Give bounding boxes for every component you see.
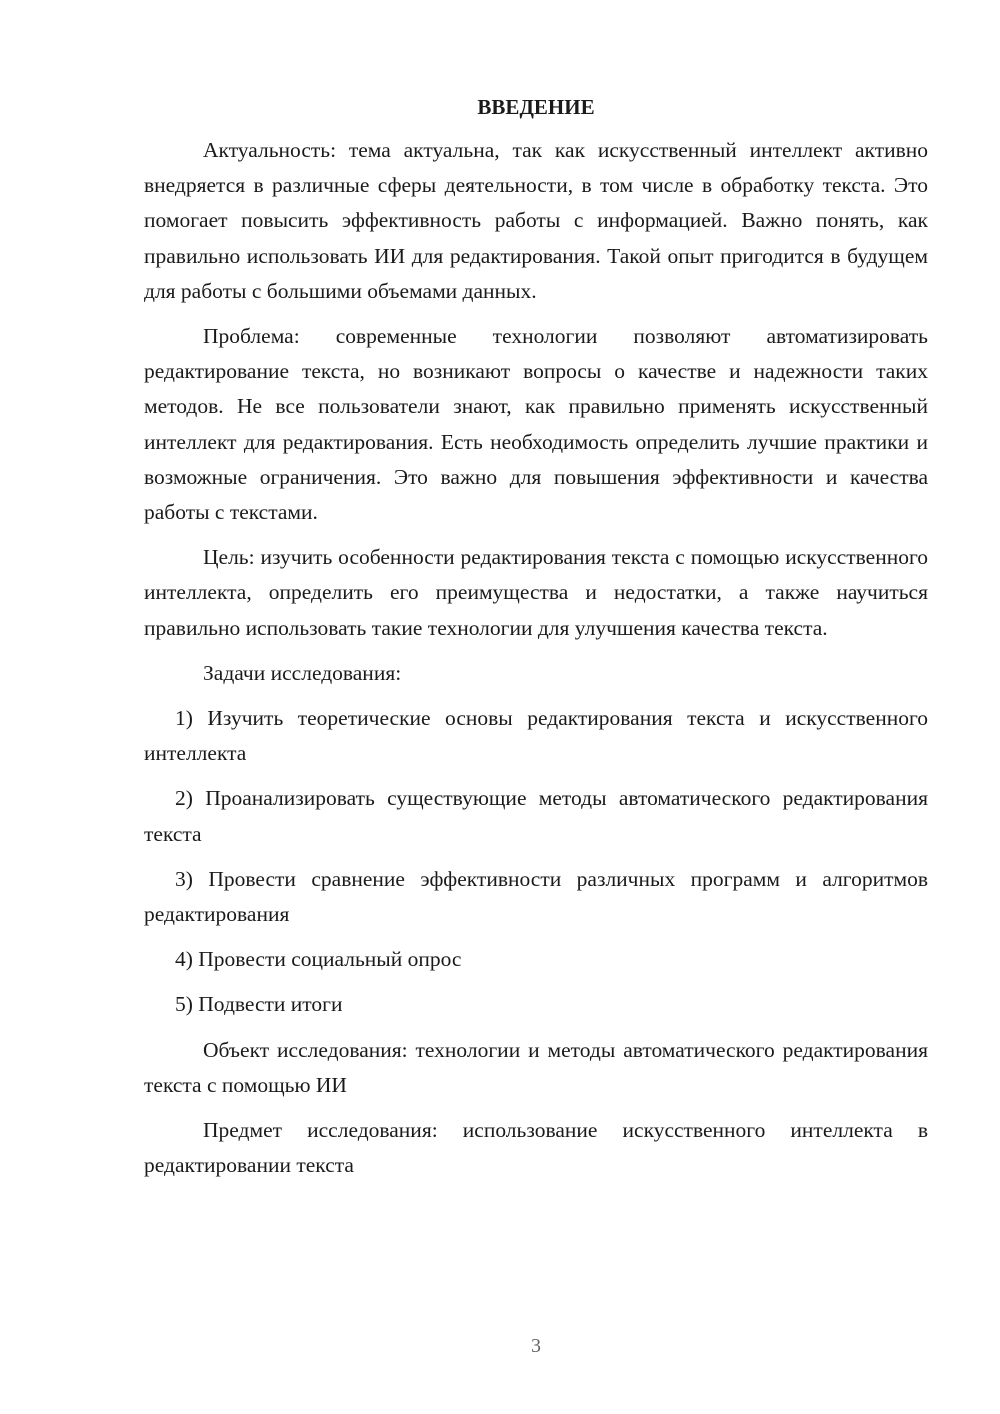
section-heading: ВВЕДЕНИЕ (477, 95, 595, 119)
task-item-3: 3) Провести сравнение эффективности различных программ и алгоритмов редактирования (144, 866, 928, 927)
relevance-paragraph: Актуальность: тема актуальна, так как искусственный интеллект активно внедряется в различные сферы деятельности, в том числе в обработку текста. Это помогает повысить эффективность работы с информацией. Важно понять, как правильно использовать ИИ для редактирования. Такой опыт пригодится в будущем для работы с большими объемами данных. (144, 138, 928, 303)
task-item-2: 2) Проанализировать существующие методы автоматического редактирования текста (144, 786, 928, 846)
goal-paragraph: Цель: изучить особенности редактирования текста с помощью искусственного интеллекта, определить его преимущества и недостатки, а также научиться правильно использовать такие технологии для улучшения качества текста. (144, 545, 928, 640)
tasks-intro: Задачи исследования: (203, 660, 402, 685)
task-item-4: 4) Провести социальный опрос (175, 947, 462, 972)
problem-paragraph: Проблема: современные технологии позволяют автоматизировать редактирование текста, но возникают вопросы о качестве и надежности таких методов. Не все пользователи знают, как правильно применять искусственный интеллект для редактирования. Есть необходимость определить лучшие практики и возможные ограничения. Это важно для повышения эффективности и качества работы с текстами. (144, 324, 928, 525)
document-page (144, 92, 928, 1193)
task-item-5: 5) Подвести итоги (175, 992, 343, 1017)
task-item-1: 1) Изучить теоретические основы редактирования текста и искусственного интеллекта (144, 706, 928, 766)
object-paragraph: Объект исследования: технологии и методы автоматического редактирования текста с помощью ИИ (144, 1037, 928, 1097)
subject-paragraph: Предмет исследования: использование искусственного интеллекта в редактировании текста (144, 1118, 928, 1178)
page-number: 3 (531, 1335, 541, 1357)
